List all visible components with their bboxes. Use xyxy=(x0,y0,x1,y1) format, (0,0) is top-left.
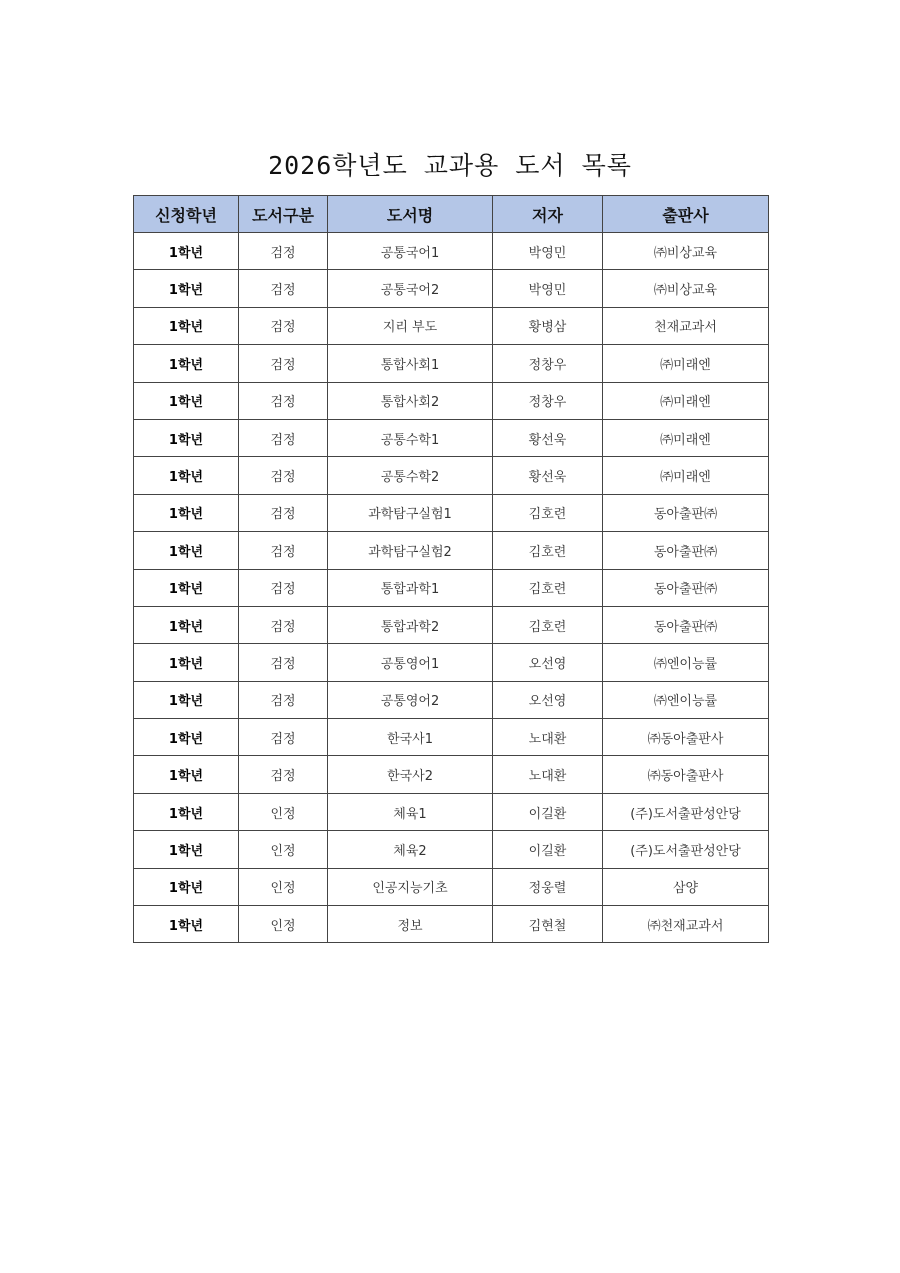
category-cell: 검정 xyxy=(239,382,328,419)
book-name-cell: 정보 xyxy=(328,906,493,943)
grade-cell: 1학년 xyxy=(134,457,239,494)
grade-cell: 1학년 xyxy=(134,719,239,756)
author-cell: 황선욱 xyxy=(493,419,603,456)
table-row xyxy=(134,793,769,830)
table-row xyxy=(134,419,769,456)
grade-cell: 1학년 xyxy=(134,382,239,419)
publisher-cell: ㈜비상교육 xyxy=(603,270,769,307)
table-row xyxy=(134,756,769,793)
table-row xyxy=(134,345,769,382)
author-cell: 오선영 xyxy=(493,681,603,718)
book-name-cell: 인공지능기초 xyxy=(328,868,493,905)
table-row xyxy=(134,569,769,606)
book-name-cell: 공통수학2 xyxy=(328,457,493,494)
category-cell: 인정 xyxy=(239,793,328,830)
author-cell: 노대환 xyxy=(493,756,603,793)
publisher-cell: ㈜미래엔 xyxy=(603,345,769,382)
author-cell: 이길환 xyxy=(493,793,603,830)
publisher-cell: ㈜동아출판사 xyxy=(603,756,769,793)
category-cell: 검정 xyxy=(239,307,328,344)
publisher-cell: ㈜동아출판사 xyxy=(603,719,769,756)
author-cell: 오선영 xyxy=(493,644,603,681)
grade-cell: 1학년 xyxy=(134,494,239,531)
grade-cell: 1학년 xyxy=(134,233,239,270)
grade-cell: 1학년 xyxy=(134,831,239,868)
book-name-cell: 통합사회2 xyxy=(328,382,493,419)
page-title: 2026학년도 교과용 도서 목록 xyxy=(268,151,632,180)
category-cell: 인정 xyxy=(239,868,328,905)
publisher-cell: (주)도서출판성안당 xyxy=(603,831,769,868)
table-row xyxy=(134,532,769,569)
category-cell: 검정 xyxy=(239,345,328,382)
grade-cell: 1학년 xyxy=(134,345,239,382)
author-cell: 정웅렬 xyxy=(493,868,603,905)
category-cell: 검정 xyxy=(239,569,328,606)
author-cell: 황병삼 xyxy=(493,307,603,344)
author-cell: 김호련 xyxy=(493,494,603,531)
table-row xyxy=(134,868,769,905)
author-cell: 김현철 xyxy=(493,906,603,943)
book-name-cell: 과학탐구실험2 xyxy=(328,532,493,569)
category-cell: 검정 xyxy=(239,270,328,307)
book-name-cell: 공통국어1 xyxy=(328,233,493,270)
category-cell: 검정 xyxy=(239,756,328,793)
author-cell: 정창우 xyxy=(493,382,603,419)
book-name-cell: 공통국어2 xyxy=(328,270,493,307)
author-cell: 황선욱 xyxy=(493,457,603,494)
table-row xyxy=(134,233,769,270)
category-cell: 검정 xyxy=(239,719,328,756)
grade-cell: 1학년 xyxy=(134,307,239,344)
book-name-cell: 공통영어1 xyxy=(328,644,493,681)
publisher-cell: 삼양 xyxy=(603,868,769,905)
publisher-cell: ㈜엔이능률 xyxy=(603,644,769,681)
category-cell: 검정 xyxy=(239,681,328,718)
author-cell: 김호련 xyxy=(493,532,603,569)
header-grade: 신청학년 xyxy=(134,196,239,233)
table-row xyxy=(134,606,769,643)
publisher-cell: ㈜비상교육 xyxy=(603,233,769,270)
publisher-cell: ㈜엔이능률 xyxy=(603,681,769,718)
header-publisher: 출판사 xyxy=(603,196,769,233)
book-name-cell: 지리 부도 xyxy=(328,307,493,344)
author-cell: 김호련 xyxy=(493,606,603,643)
book-name-cell: 공통영어2 xyxy=(328,681,493,718)
table-row xyxy=(134,382,769,419)
category-cell: 검정 xyxy=(239,494,328,531)
table-body xyxy=(134,233,769,943)
category-cell: 검정 xyxy=(239,606,328,643)
book-name-cell: 통합과학2 xyxy=(328,606,493,643)
table-header-row xyxy=(134,196,769,233)
grade-cell: 1학년 xyxy=(134,606,239,643)
textbook-table xyxy=(133,195,769,943)
table-row xyxy=(134,906,769,943)
grade-cell: 1학년 xyxy=(134,906,239,943)
author-cell: 이길환 xyxy=(493,831,603,868)
book-name-cell: 한국사2 xyxy=(328,756,493,793)
grade-cell: 1학년 xyxy=(134,868,239,905)
table-row xyxy=(134,270,769,307)
header-book-name: 도서명 xyxy=(328,196,493,233)
book-name-cell: 한국사1 xyxy=(328,719,493,756)
table-row xyxy=(134,831,769,868)
author-cell: 박영민 xyxy=(493,270,603,307)
category-cell: 검정 xyxy=(239,644,328,681)
category-cell: 인정 xyxy=(239,831,328,868)
category-cell: 검정 xyxy=(239,457,328,494)
publisher-cell: 동아출판㈜ xyxy=(603,532,769,569)
category-cell: 인정 xyxy=(239,906,328,943)
grade-cell: 1학년 xyxy=(134,793,239,830)
grade-cell: 1학년 xyxy=(134,419,239,456)
table-row xyxy=(134,307,769,344)
book-name-cell: 과학탐구실험1 xyxy=(328,494,493,531)
book-name-cell: 체육2 xyxy=(328,831,493,868)
author-cell: 노대환 xyxy=(493,719,603,756)
publisher-cell: ㈜미래엔 xyxy=(603,382,769,419)
publisher-cell: ㈜미래엔 xyxy=(603,457,769,494)
publisher-cell: ㈜천재교과서 xyxy=(603,906,769,943)
book-name-cell: 체육1 xyxy=(328,793,493,830)
table-row xyxy=(134,719,769,756)
table-row xyxy=(134,457,769,494)
header-category: 도서구분 xyxy=(239,196,328,233)
grade-cell: 1학년 xyxy=(134,569,239,606)
author-cell: 정창우 xyxy=(493,345,603,382)
category-cell: 검정 xyxy=(239,419,328,456)
publisher-cell: 천재교과서 xyxy=(603,307,769,344)
table-row xyxy=(134,681,769,718)
book-name-cell: 공통수학1 xyxy=(328,419,493,456)
category-cell: 검정 xyxy=(239,233,328,270)
publisher-cell: 동아출판㈜ xyxy=(603,606,769,643)
publisher-cell: (주)도서출판성안당 xyxy=(603,793,769,830)
publisher-cell: ㈜미래엔 xyxy=(603,419,769,456)
author-cell: 김호련 xyxy=(493,569,603,606)
book-name-cell: 통합과학1 xyxy=(328,569,493,606)
grade-cell: 1학년 xyxy=(134,756,239,793)
grade-cell: 1학년 xyxy=(134,270,239,307)
book-name-cell: 통합사회1 xyxy=(328,345,493,382)
table-row xyxy=(134,644,769,681)
grade-cell: 1학년 xyxy=(134,681,239,718)
grade-cell: 1학년 xyxy=(134,644,239,681)
category-cell: 검정 xyxy=(239,532,328,569)
publisher-cell: 동아출판㈜ xyxy=(603,569,769,606)
header-author: 저자 xyxy=(493,196,603,233)
author-cell: 박영민 xyxy=(493,233,603,270)
publisher-cell: 동아출판㈜ xyxy=(603,494,769,531)
table-row xyxy=(134,494,769,531)
grade-cell: 1학년 xyxy=(134,532,239,569)
